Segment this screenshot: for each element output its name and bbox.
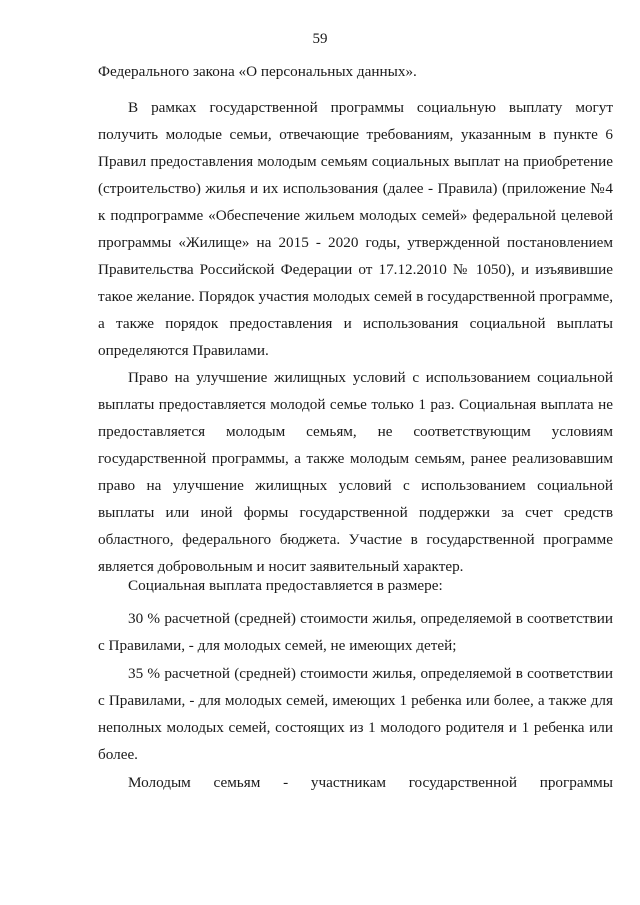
paragraph-participants-continued: Молодым семьям - участникам государственной программы — [128, 774, 613, 791]
paragraph-law-reference: Федерального закона «О персональных данных». — [98, 63, 417, 80]
paragraph-eligibility: В рамках государственной программы социальную выплату могут получить молодые семьи, отвечающие требованиям, указанным в пункте 6 Правил предоставления молодым семьям социальных выплат на приобретение (строительство) жилья и их использования (далее - Правила) (приложение №4 к подпрограмме «Обеспечение жильем молодых семей» федеральной целевой программы «Жилище» на 2015 - 2020 годы, утвержденной постановлением Правительства Российской Федерации от 17.12.2010 № 1050), и изъявившие такое желание. Порядок участия молодых семей в государственной программе, а также порядок предоставления и использования социальной выплаты определяются Правилами. — [98, 99, 613, 359]
page-number: 59 — [312, 31, 328, 47]
paragraph-right-once: Право на улучшение жилищных условий с использованием социальной выплаты предоставляется молодой семье только 1 раз. Социальная выплата не предоставляется молодым семьям, не соответствующим условиям государственной программы, а также молодым семьям, ранее реализовавшим право на улучшение жилищных условий с использованием социальной выплаты или иной формы государственной поддержки за счет средств областного, федерального бюджета. Участие в государственной программе является добровольным и носит заявительный характер. — [98, 369, 613, 575]
paragraph-payment-size-intro: Социальная выплата предоставляется в размере: — [128, 577, 443, 594]
paragraph-payment-30-percent: 30 % расчетной (средней) стоимости жилья, определяемой в соответствии с Правилами, - для молодых семей, не имеющих детей; — [98, 610, 613, 654]
paragraph-payment-35-percent: 35 % расчетной (средней) стоимости жилья, определяемой в соответствии с Правилами, - для молодых семей, имеющих 1 ребенка или более, а также для неполных молодых семей, состоящих из 1 молодого родителя и 1 ребенка или более. — [98, 665, 613, 763]
